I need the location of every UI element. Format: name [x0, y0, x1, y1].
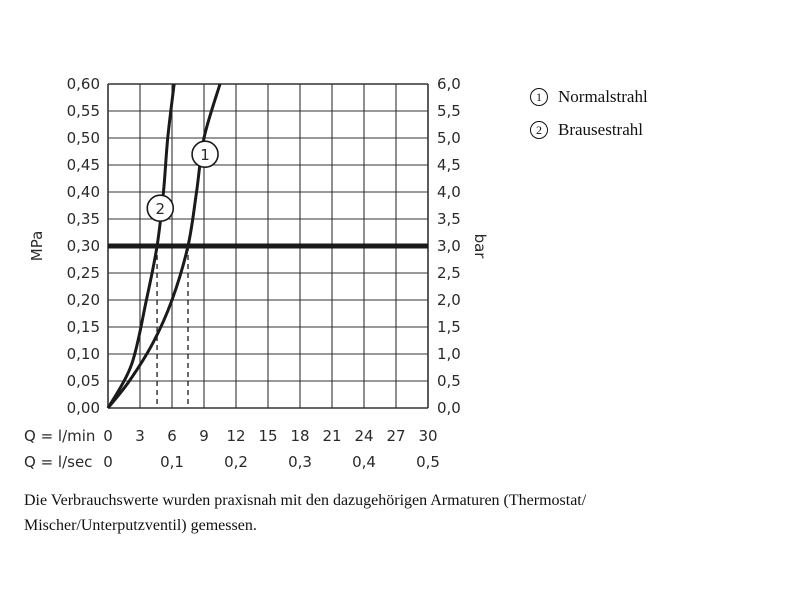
- y-tick-left-0: 0,00: [66, 399, 100, 417]
- series-marker-label-1: 1: [200, 146, 210, 165]
- y-tick-left-6: 0,30: [66, 237, 100, 255]
- y-tick-right-8: 4,0: [437, 183, 461, 201]
- y-tick-right-11: 5,5: [437, 102, 461, 120]
- legend: [530, 80, 648, 146]
- series-marker-1: [192, 141, 218, 167]
- x-tick-6: 18: [290, 427, 310, 445]
- x-tick-7: 21: [322, 427, 342, 445]
- y-tick-left-4: 0,20: [66, 291, 100, 309]
- y-tick-left-3: 0,15: [66, 318, 100, 336]
- x-tick-5: 15: [258, 427, 278, 445]
- legend-marker-1: 1: [530, 88, 548, 106]
- y-tick-right-0: 0,0: [437, 399, 461, 417]
- x-tick-1: 3: [135, 427, 145, 445]
- y-axis-title-left: MPa: [28, 230, 46, 262]
- x-tick-10: 30: [418, 427, 438, 445]
- y-tick-right-2: 1,0: [437, 345, 461, 363]
- y-tick-right-12: 6,0: [437, 75, 461, 93]
- x-tick-secondary-5: 0,5: [416, 453, 440, 471]
- x-tick-0: 0: [103, 427, 113, 445]
- y-tick-left-12: 0,60: [66, 75, 100, 93]
- legend-label-2: Brausestrahl: [558, 119, 643, 139]
- x-tick-secondary-1: 0,1: [160, 453, 184, 471]
- y-tick-right-10: 5,0: [437, 129, 461, 147]
- y-tick-left-9: 0,45: [66, 156, 100, 174]
- y-tick-left-1: 0,05: [66, 372, 100, 390]
- y-tick-left-11: 0,55: [66, 102, 100, 120]
- y-tick-right-9: 4,5: [437, 156, 461, 174]
- x-tick-secondary-4: 0,4: [352, 453, 376, 471]
- x-axis-title-secondary: Q = l/sec: [24, 453, 93, 471]
- x-tick-secondary-0: 0: [103, 453, 113, 471]
- y-tick-right-4: 2,0: [437, 291, 461, 309]
- y-tick-right-3: 1,5: [437, 318, 461, 336]
- y-tick-left-2: 0,10: [66, 345, 100, 363]
- legend-label-1: Normalstrahl: [558, 86, 648, 106]
- x-tick-4: 12: [226, 427, 246, 445]
- x-tick-3: 9: [199, 427, 209, 445]
- series-marker-2: [147, 195, 173, 221]
- x-tick-secondary-3: 0,3: [288, 453, 312, 471]
- y-tick-left-7: 0,35: [66, 210, 100, 228]
- x-tick-9: 27: [386, 427, 406, 445]
- legend-marker-2: 2: [530, 121, 548, 139]
- y-tick-right-1: 0,5: [437, 372, 461, 390]
- y-tick-right-6: 3,0: [437, 237, 461, 255]
- legend-item-1: [530, 80, 648, 113]
- y-tick-left-10: 0,50: [66, 129, 100, 147]
- x-tick-secondary-2: 0,2: [224, 453, 248, 471]
- y-axis-title-right: bar: [471, 233, 489, 259]
- caption: Die Verbrauchswerte wurden praxisnah mit den dazugehörigen Armaturen (Thermostat/ Mischer/Unterputzventil) gemessen.: [24, 492, 587, 534]
- y-tick-right-5: 2,5: [437, 264, 461, 282]
- x-tick-2: 6: [167, 427, 177, 445]
- y-tick-right-7: 3,5: [437, 210, 461, 228]
- x-axis-title: Q = l/min: [24, 427, 96, 445]
- legend-item-2: [530, 113, 648, 146]
- y-tick-left-5: 0,25: [66, 264, 100, 282]
- series-marker-label-2: 2: [155, 200, 166, 219]
- x-tick-8: 24: [354, 427, 374, 445]
- y-tick-left-8: 0,40: [66, 183, 100, 201]
